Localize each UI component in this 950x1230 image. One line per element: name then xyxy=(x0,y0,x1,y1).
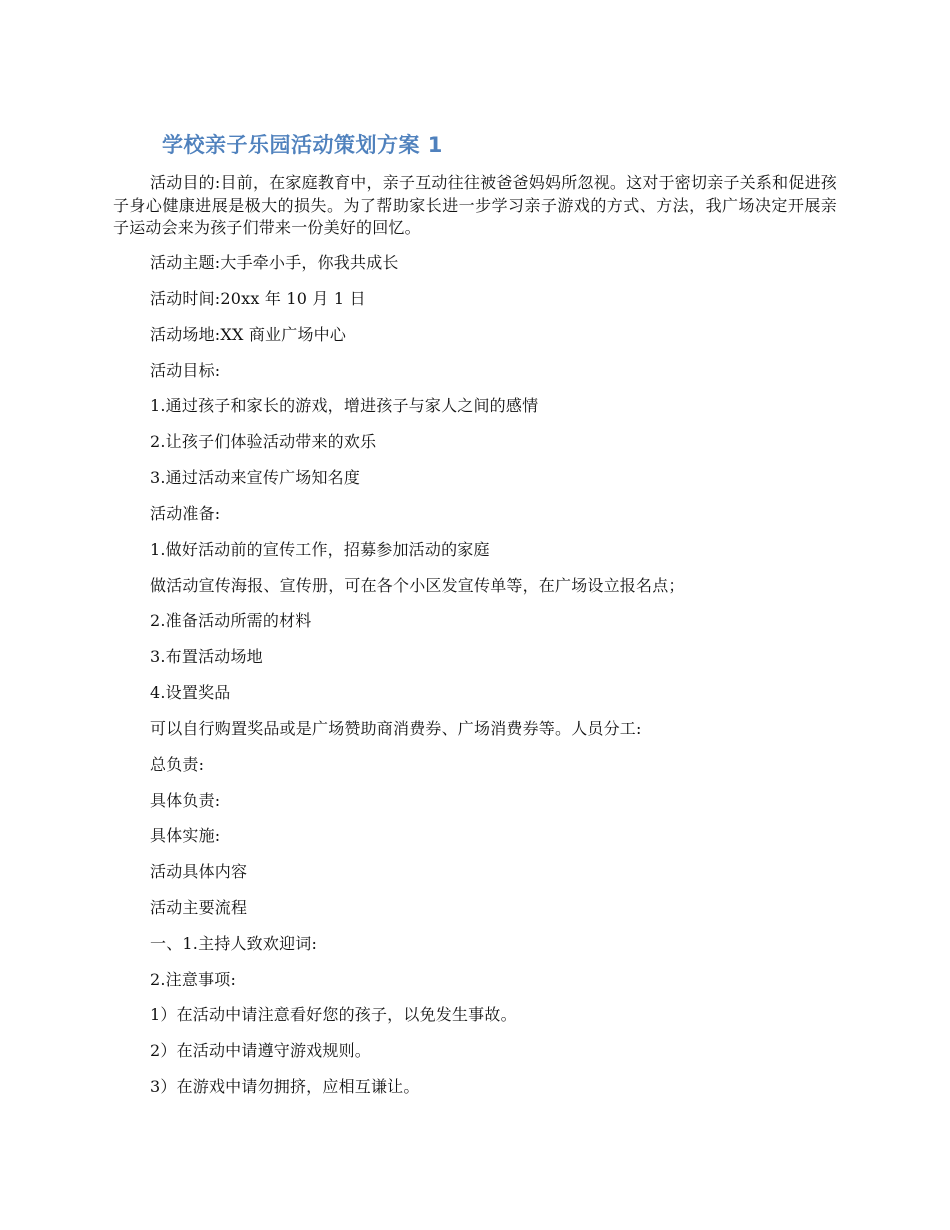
paragraph-prep-1-detail: 做活动宣传海报、宣传册，可在各个小区发宣传单等，在广场设立报名点； xyxy=(150,576,685,595)
paragraph-chief: 总负责: xyxy=(150,755,205,774)
paragraph-specific-lead: 具体负责: xyxy=(150,791,221,810)
paragraph-goal-1: 1.通过孩子和家长的游戏，增进孩子与家人之间的感情 xyxy=(150,396,539,415)
paragraph-note-3: 3）在游戏中请勿拥挤，应相互谦让。 xyxy=(150,1077,420,1096)
document-title: 学校亲子乐园活动策划方案 1 xyxy=(162,133,443,157)
paragraph-note-2: 2）在活动中请遵守游戏规则。 xyxy=(150,1041,371,1060)
intro-paragraph: 活动目的:目前，在家庭教育中，亲子互动往往被爸爸妈妈所忽视。这对于密切亲子关系和促进孩子身心健康进展是极大的损失。为了帮助家长进一步学习亲子游戏的方式、方法，我广场决定开展亲子运动会来为孩子们带来一份美好的回忆。 xyxy=(113,173,837,237)
paragraph-flow: 活动主要流程 xyxy=(150,898,248,917)
paragraph-prep-3: 3.布置活动场地 xyxy=(150,647,263,666)
paragraph-notes-heading: 2.注意事项: xyxy=(150,970,237,989)
paragraph-prizes: 可以自行购置奖品或是广场赞助商消费券、广场消费券等。人员分工: xyxy=(150,719,642,738)
paragraph-goals-heading: 活动目标: xyxy=(150,361,221,380)
paragraph-time: 活动时间:20xx 年 10 月 1 日 xyxy=(150,289,366,308)
paragraph-goal-2: 2.让孩子们体验活动带来的欢乐 xyxy=(150,432,377,451)
paragraph-theme: 活动主题:大手牵小手，你我共成长 xyxy=(150,253,399,272)
paragraph-prep-1: 1.做好活动前的宣传工作，招募参加活动的家庭 xyxy=(150,540,490,559)
paragraph-content: 活动具体内容 xyxy=(150,862,248,881)
paragraph-prep-heading: 活动准备: xyxy=(150,504,221,523)
paragraph-welcome: 一、1.主持人致欢迎词: xyxy=(150,934,318,953)
paragraph-note-1: 1）在活动中请注意看好您的孩子，以免发生事故。 xyxy=(150,1005,517,1024)
paragraph-prep-4: 4.设置奖品 xyxy=(150,683,231,702)
paragraph-prep-2: 2.准备活动所需的材料 xyxy=(150,611,312,630)
paragraph-goal-3: 3.通过活动来宣传广场知名度 xyxy=(150,468,361,487)
paragraph-venue: 活动场地:XX 商业广场中心 xyxy=(150,325,347,344)
paragraph-implementation: 具体实施: xyxy=(150,826,221,845)
